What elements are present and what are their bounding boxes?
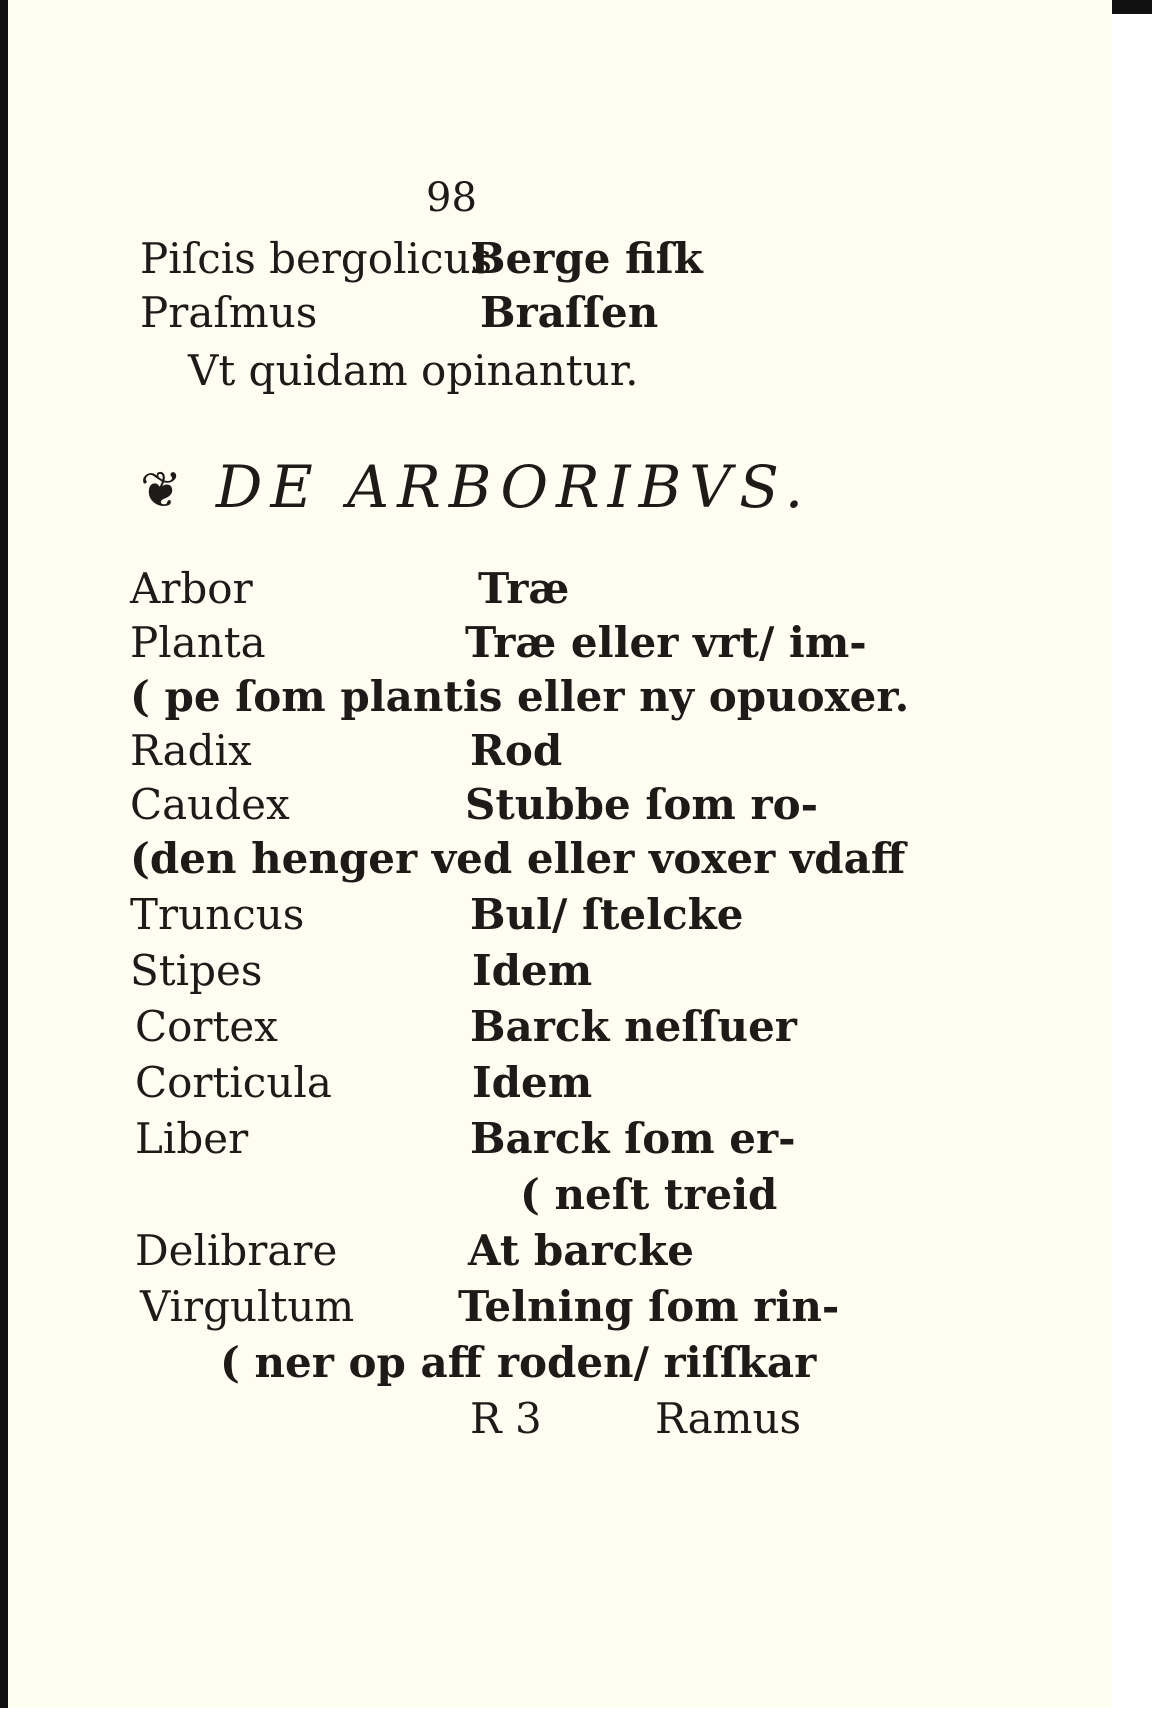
entry-continuation: ( pe ſom plantis eller ny opuoxer. xyxy=(130,672,910,721)
entry-vernacular: Barck ſom er- xyxy=(470,1114,796,1163)
entry-latin: Radix xyxy=(130,726,252,775)
header-line-1-latin: Piſcis bergolicus xyxy=(140,234,493,283)
entry-latin: Arbor xyxy=(130,564,253,613)
entry-latin: Caudex xyxy=(130,780,290,829)
entry-latin: Cortex xyxy=(135,1002,278,1051)
section-heading xyxy=(140,453,812,521)
entry-vernacular: Barck neſſuer xyxy=(470,1002,797,1051)
entry-latin: Virgultum xyxy=(140,1282,355,1331)
entry-latin: Corticula xyxy=(135,1058,332,1107)
entry-vernacular: Stubbe ſom ro- xyxy=(465,780,819,829)
header-line-2-latin: Praſmus xyxy=(140,288,318,337)
header-line-1-vernacular: Berge fiſk xyxy=(470,234,703,283)
entry-vernacular: At barcke xyxy=(468,1226,694,1275)
scan-margin-right xyxy=(1112,0,1152,1718)
fleuron-icon: ❦ xyxy=(140,461,190,519)
section-heading-text: DE ARBORIBVS. xyxy=(215,453,812,521)
signature-mark: R 3 xyxy=(470,1394,542,1443)
entry-latin: Planta xyxy=(130,618,266,667)
entry-latin: Stipes xyxy=(130,946,263,995)
scan-corner-mark xyxy=(1112,0,1152,14)
catchword: Ramus xyxy=(655,1394,802,1443)
entry-latin: Delibrare xyxy=(135,1226,338,1275)
scan-margin-bottom xyxy=(0,1708,1152,1718)
entry-vernacular: Rod xyxy=(470,726,563,775)
entry-latin: Liber xyxy=(135,1114,249,1163)
entry-vernacular: Telning ſom rin- xyxy=(458,1282,840,1331)
entry-continuation: (den henger ved eller voxer vdaff xyxy=(130,834,906,883)
entry-continuation: ( neſt treid xyxy=(520,1170,778,1219)
entry-vernacular: Idem xyxy=(472,946,593,995)
page-number: 98 xyxy=(426,175,477,221)
entry-vernacular: Bul/ ſtelcke xyxy=(470,890,744,939)
header-note: Vt quidam opinantur. xyxy=(188,346,639,395)
entry-continuation: ( ner op aff roden/ riſſkar xyxy=(220,1338,817,1387)
header-line-2-vernacular: Braſſen xyxy=(480,288,659,337)
entry-latin: Truncus xyxy=(130,890,305,939)
entry-vernacular: Træ xyxy=(478,564,570,613)
scan-border-left xyxy=(0,0,8,1718)
entry-vernacular: Træ eller vrt/ im- xyxy=(465,618,867,667)
entry-vernacular: Idem xyxy=(472,1058,593,1107)
